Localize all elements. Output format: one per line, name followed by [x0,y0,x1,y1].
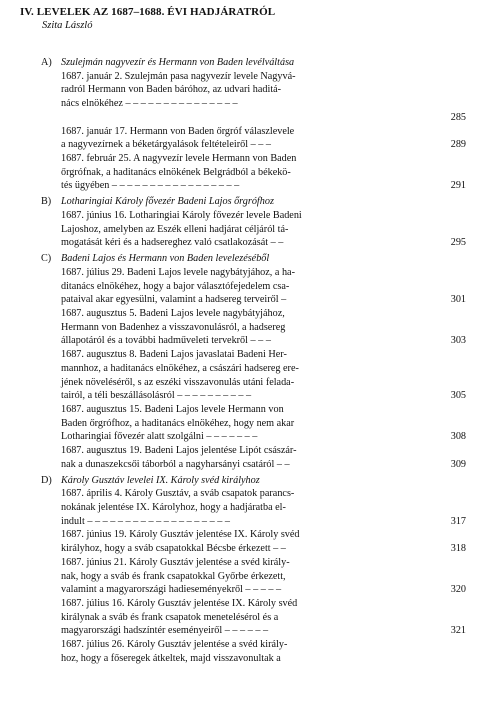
toc-line [0,389,483,403]
toc-entries [0,56,483,666]
page-number: 289 [450,139,466,151]
entry-text: 1687. augusztus 19. Badeni Lajos jelentése Lipót császár- [61,445,297,457]
entry-text: 1687. június 21. Károly Gusztáv jelentése a svéd király- [61,556,290,568]
chapter-author: Szita László [42,20,93,31]
entry-text: mannhoz, a haditanács elnökéhez, a császári hadsereg ere- [61,362,299,374]
page-number: 308 [450,431,466,443]
toc-line [0,542,483,556]
entry-text: 1687. április 4. Károly Gusztáv, a sváb csapatok parancs- [61,488,295,500]
entry-text: Lotharingiai fővezér alatt szolgálni – – – – – – – [61,431,258,443]
page-number: 301 [450,294,466,306]
page-number: 309 [450,458,466,470]
entry-text: nak, hogy a sváb és frank csapatokkal Győrbe érkezett, [61,570,286,582]
entry-text: tairól, a téli beszállásolásról – – – – – – – – – – [61,390,252,402]
toc-line [0,125,483,139]
page-number: 303 [450,335,466,347]
section-letter: B) [41,196,52,208]
toc-line [0,209,483,223]
entry-text: nács elnökéhez – – – – – – – – – – – – – – – [61,98,238,110]
toc-line [0,138,483,152]
entry-text: valamint a magyarországi hadieseményekről – – – – – [61,584,282,596]
entry-text: 1687. június 16. Lotharingiai Károly fővezér levele Badeni [61,209,302,221]
toc-line [0,403,483,417]
section-heading [0,252,483,266]
entry-text: állapotáról és a további hadműveleti tervekről – – – [61,335,271,347]
section-letter: D) [41,474,52,486]
toc-line [0,501,483,515]
entry-text: 1687. február 25. A nagyvezír levele Hermann von Baden [61,153,297,165]
toc-line [0,652,483,666]
page-number: 320 [450,584,466,596]
toc-line [0,458,483,472]
chapter-heading: IV. LEVELEK AZ 1687–1688. ÉVI HADJÁRATRÓL [20,6,276,18]
page-number: 291 [450,180,466,192]
entry-text: királynak a sváb és frank csapatok menetelésérol és a [61,611,279,623]
toc-line [0,515,483,529]
page-number: 321 [450,625,466,637]
entry-text: radról Hermann von Baden báróhoz, az udvari haditá- [61,84,282,96]
toc-line [0,111,483,125]
section-title: Károly Gusztáv levelei IX. Károly svéd királyhoz [61,474,260,486]
toc-line [0,307,483,321]
entry-text: 1687. január 2. Szulejmán pasa nagyvezír levele Nagyvá- [61,70,296,82]
toc-line [0,444,483,458]
section-heading [0,56,483,70]
toc-line [0,166,483,180]
entry-text: 1687. augusztus 15. Badeni Lajos levele Hermann von [61,403,284,415]
toc-line [0,362,483,376]
entry-text: mogatását kéri és a hadsereghez való csatlakozását – – [61,237,284,249]
entry-text: nak a dunaszekcsői táborból a nagyharsányi csatáról – – [61,458,290,470]
page-number: 317 [450,515,466,527]
toc-line [0,430,483,444]
entry-text: Hermann von Badenhez a visszavonulásról, a hadsereg [61,321,286,333]
toc-line [0,611,483,625]
entry-text: 1687. július 26. Károly Gusztáv jelentése a svéd király- [61,639,288,651]
toc-line [0,556,483,570]
entry-text: Baden őrgrófhoz, a haditanács elnökéhez, hogy nem akar [61,417,295,429]
toc-line [0,152,483,166]
entry-text: 1687. augusztus 5. Badeni Lajos levele nagybátyjához, [61,307,285,319]
toc-line [0,417,483,431]
entry-text: 1687. július 16. Károly Gusztáv jelentése IX. Károly svéd [61,598,298,610]
page-number: 305 [450,390,466,402]
toc-line [0,487,483,501]
section-heading [0,195,483,209]
entry-text: tés ügyében – – – – – – – – – – – – – – – – – [61,180,240,192]
section-title: Lotharingiai Károly fővezér Badeni Lajos őrgrófhoz [61,196,274,208]
toc-line [0,223,483,237]
entry-text: őrgrófnak, a haditanács elnökének Belgrádból a békekö- [61,166,291,178]
toc-line [0,97,483,111]
section-letter: A) [41,57,52,68]
entry-text: 1687. június 19. Károly Gusztáv jelentése IX. Károly svéd [61,529,300,541]
toc-line [0,280,483,294]
toc-line [0,293,483,307]
toc-line [0,70,483,84]
entry-text: 1687. január 17. Hermann von Baden őrgróf válaszlevele [61,125,295,137]
toc-line [0,179,483,193]
entry-text: 1687. augusztus 8. Badeni Lajos javaslatai Badeni Her- [61,349,287,361]
toc-line [0,570,483,584]
toc-line [0,236,483,250]
entry-text: a nagyvezírnek a béketárgyalások feltételeiről – – – [61,139,271,151]
section-title: Badeni Lajos és Hermann von Baden levelezéséből [61,253,270,265]
toc-line [0,266,483,280]
section-heading [0,474,483,488]
toc-line [0,624,483,638]
entry-text: 1687. július 29. Badeni Lajos levele nagybátyjához, a ha- [61,266,295,278]
page-number: 285 [450,111,466,123]
page-number: 318 [450,543,466,555]
entry-text: jének növeléséről, s az eszéki visszavonulás utáni felada- [61,376,295,388]
entry-text: Lajoshoz, amelyben az Eszék elleni hadjárat céljáról tá- [61,223,289,235]
page-number: 295 [450,237,466,249]
toc-line [0,528,483,542]
toc-line [0,83,483,97]
section-title: Szulejmán nagyvezír és Hermann von Baden levélváltása [61,57,295,68]
entry-text: magyarországi hadszíntér eseményeiről – – – – – – [61,625,269,637]
toc-line [0,583,483,597]
entry-text: ditanács elnökéhez, hogy a bajor választófejedelem csa- [61,280,290,292]
entry-text: indult – – – – – – – – – – – – – – – – – – – [61,515,230,527]
toc-line [0,321,483,335]
section-letter: C) [41,253,52,265]
toc-line [0,597,483,611]
toc-line [0,638,483,652]
entry-text: királyhoz, hogy a sváb csapatokkal Bécsbe érkezett – – [61,543,286,555]
toc-line [0,376,483,390]
entry-text: pataival akar egyesülni, valamint a hadsereg terveiről – [61,294,287,306]
entry-text: nokának jelentése IX. Károlyhoz, hogy a hadjáratba el- [61,502,286,513]
entry-text: hoz, hogy a főseregek átkeltek, majd visszavonultak a [61,652,281,664]
toc-line [0,348,483,362]
toc-line [0,334,483,348]
